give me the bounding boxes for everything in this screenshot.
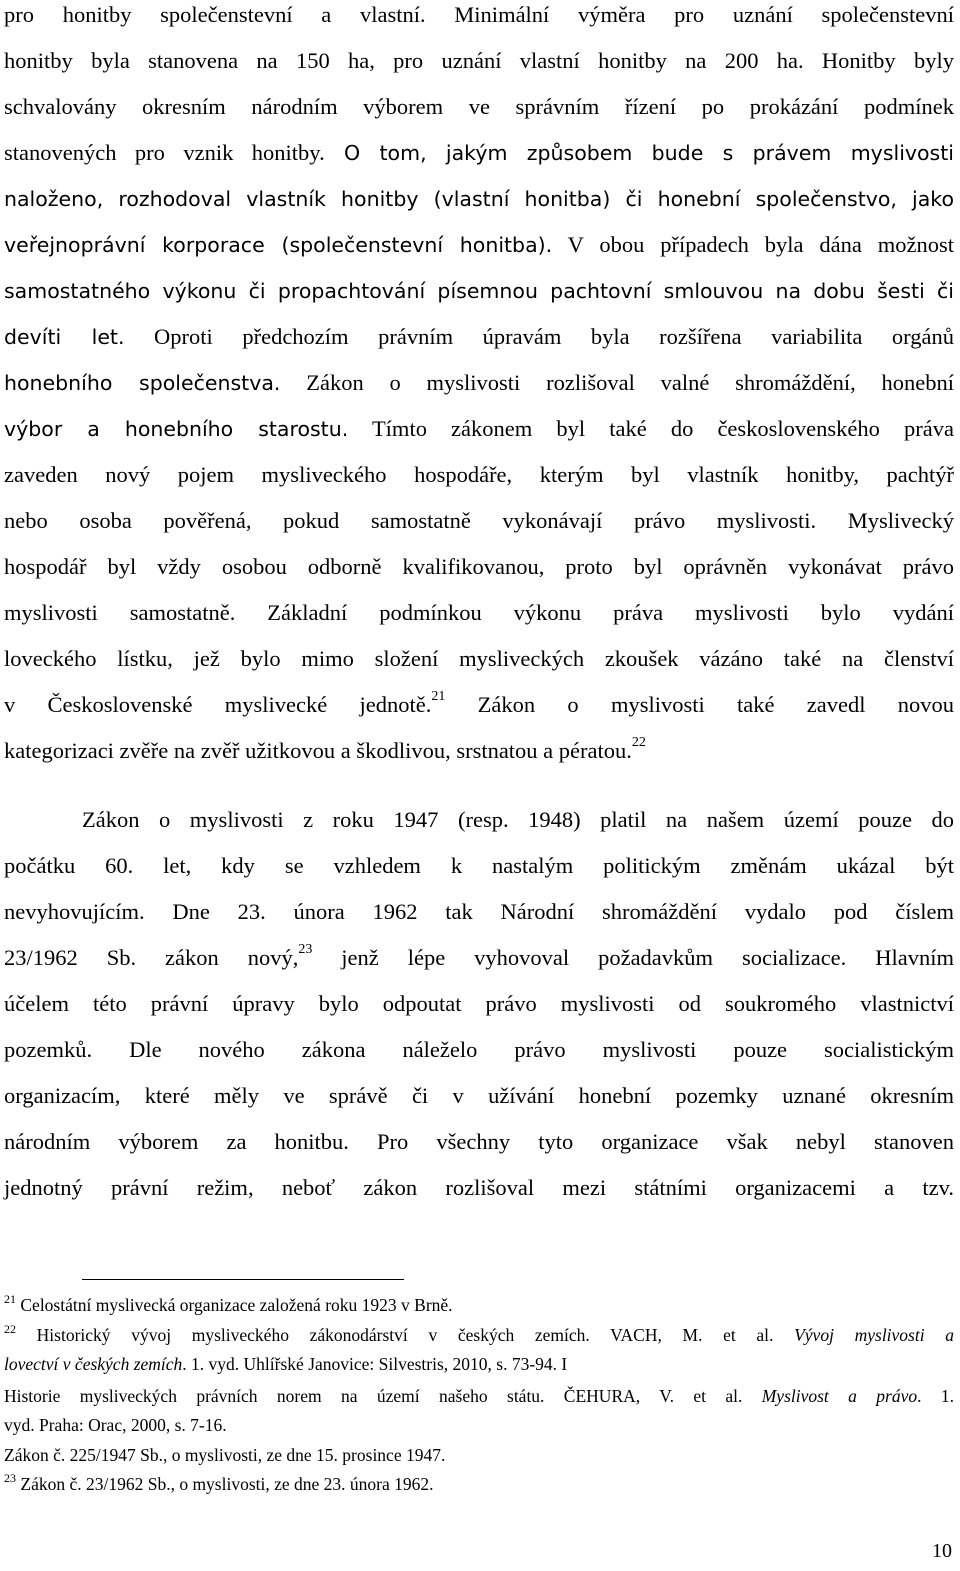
footnote-ref-22[interactable]: 22 bbox=[631, 735, 646, 750]
body-text-line: 23/1962 Sb. zákon nový,$^{23}$ jenž lépe vyhovoval požadavkům socializace. Hlavním bbox=[4, 942, 954, 970]
body-text-line: národním výborem za honitbu. Pro všechny tyto organizace však nebyl stanoven bbox=[4, 1129, 954, 1154]
body-text-line: devíti let. Oproti předchozím právním úpravám byla rozšířena variabilita orgánů bbox=[4, 324, 954, 349]
footnote-21: $^{21}$ Celostátní myslivecká organizace založená roku 1923 v Brně. bbox=[4, 1292, 453, 1315]
body-text-line: zaveden nový pojem mysliveckého hospodáře, kterým byl vlastník honitby, pachtýř bbox=[4, 462, 954, 487]
body-text-line: honitby byla stanovena na 150 ha, pro uznání vlastní honitby na 200 ha. Honitby byly bbox=[4, 48, 954, 73]
body-text-line: schvalovány okresním národním výborem ve správním řízení po prokázání podmínek bbox=[4, 94, 954, 119]
body-text-line: hospodář byl vždy osobou odborně kvalifikovanou, proto byl oprávněn vykonávat právo bbox=[4, 554, 954, 579]
body-text-line: kategorizaci zvěře na zvěř užitkovou a škodlivou, srstnatou a pératou.$^{22}$ bbox=[4, 735, 646, 763]
body-text-line: honebního společenstva. Zákon o myslivosti rozlišoval valné shromáždění, honební bbox=[4, 370, 954, 395]
footnote-23: $^{23}$ Zákon č. 23/1962 Sb., o myslivosti, ze dne 23. února 1962. bbox=[4, 1471, 434, 1494]
footnote-ref-23[interactable]: 23 bbox=[298, 942, 313, 957]
footnote-22-line: Historie mysliveckých právních norem na území našeho státu. ČEHURA, V. et al. Myslivost a právo. 1. bbox=[4, 1386, 954, 1406]
body-text-line: organizacím, které měly ve správě či v užívání honební pozemky uznané okresním bbox=[4, 1083, 954, 1108]
body-text-line: stanovených pro vznik honitby. O tom, jakým způsobem bude s právem myslivosti bbox=[4, 140, 954, 165]
body-text-line: veřejnoprávní korporace (společenstevní honitba). V obou případech byla dána možnost bbox=[4, 232, 954, 257]
body-text-line: pro honitby společenstevní a vlastní. Minimální výměra pro uznání společenstevní bbox=[4, 2, 954, 27]
footnote-22-line: vyd. Praha: Orac, 2000, s. 7-16. bbox=[4, 1415, 227, 1435]
footnote-22: $^{22}$ Historický vývoj mysliveckého zákonodárství v českých zemích. VACH, M. et al. Vývoj myslivosti a bbox=[4, 1322, 955, 1345]
body-text-line: počátku 60. let, kdy se vzhledem k nastalým politickým změnám ukázal být bbox=[4, 853, 954, 878]
footnote-ref-21[interactable]: 21 bbox=[431, 689, 446, 704]
body-text-line: v Československé myslivecké jednotě.$^{21}$ Zákon o myslivosti také zavedl novou bbox=[4, 689, 954, 717]
body-text-line: výbor a honebního starostu. Tímto zákonem byl také do československého práva bbox=[4, 416, 954, 441]
body-text-line: Zákon o myslivosti z roku 1947 (resp. 1948) platil na našem území pouze do bbox=[82, 807, 954, 832]
body-text-line: samostatného výkonu či propachtování písemnou pachtovní smlouvou na dobu šesti či bbox=[4, 279, 954, 303]
body-text-line: nebo osoba pověřená, pokud samostatně vykonávají právo myslivosti. Myslivecký bbox=[4, 508, 954, 533]
footnote-22-line: Zákon č. 225/1947 Sb., o myslivosti, ze dne 15. prosince 1947. bbox=[4, 1445, 446, 1465]
footnote-separator bbox=[82, 1279, 404, 1280]
body-text-line: jednotný právní režim, neboť zákon rozlišoval mezi státními organizacemi a tzv. bbox=[4, 1175, 954, 1200]
page-number: 10 bbox=[932, 1540, 952, 1562]
body-text-line: myslivosti samostatně. Základní podmínkou výkonu práva myslivosti bylo vydání bbox=[4, 600, 954, 625]
body-text-line: pozemků. Dle nového zákona náleželo právo myslivosti pouze socialistickým bbox=[4, 1037, 954, 1062]
body-text-line: naloženo, rozhodoval vlastník honitby (vlastní honitba) či honební společenstvo, jako bbox=[4, 187, 954, 211]
body-text-line: nevyhovujícím. Dne 23. února 1962 tak Národní shromáždění vydalo pod číslem bbox=[4, 899, 954, 924]
footnote-22-line: lovectví v českých zemích. 1. vyd. Uhlířské Janovice: Silvestris, 2010, s. 73-94. I bbox=[4, 1354, 568, 1374]
body-text-line: účelem této právní úpravy bylo odpoutat právo myslivosti od soukromého vlastnictví bbox=[4, 991, 954, 1016]
body-text-line: loveckého lístku, jež bylo mimo složení mysliveckých zkoušek vázáno také na členství bbox=[4, 646, 954, 671]
